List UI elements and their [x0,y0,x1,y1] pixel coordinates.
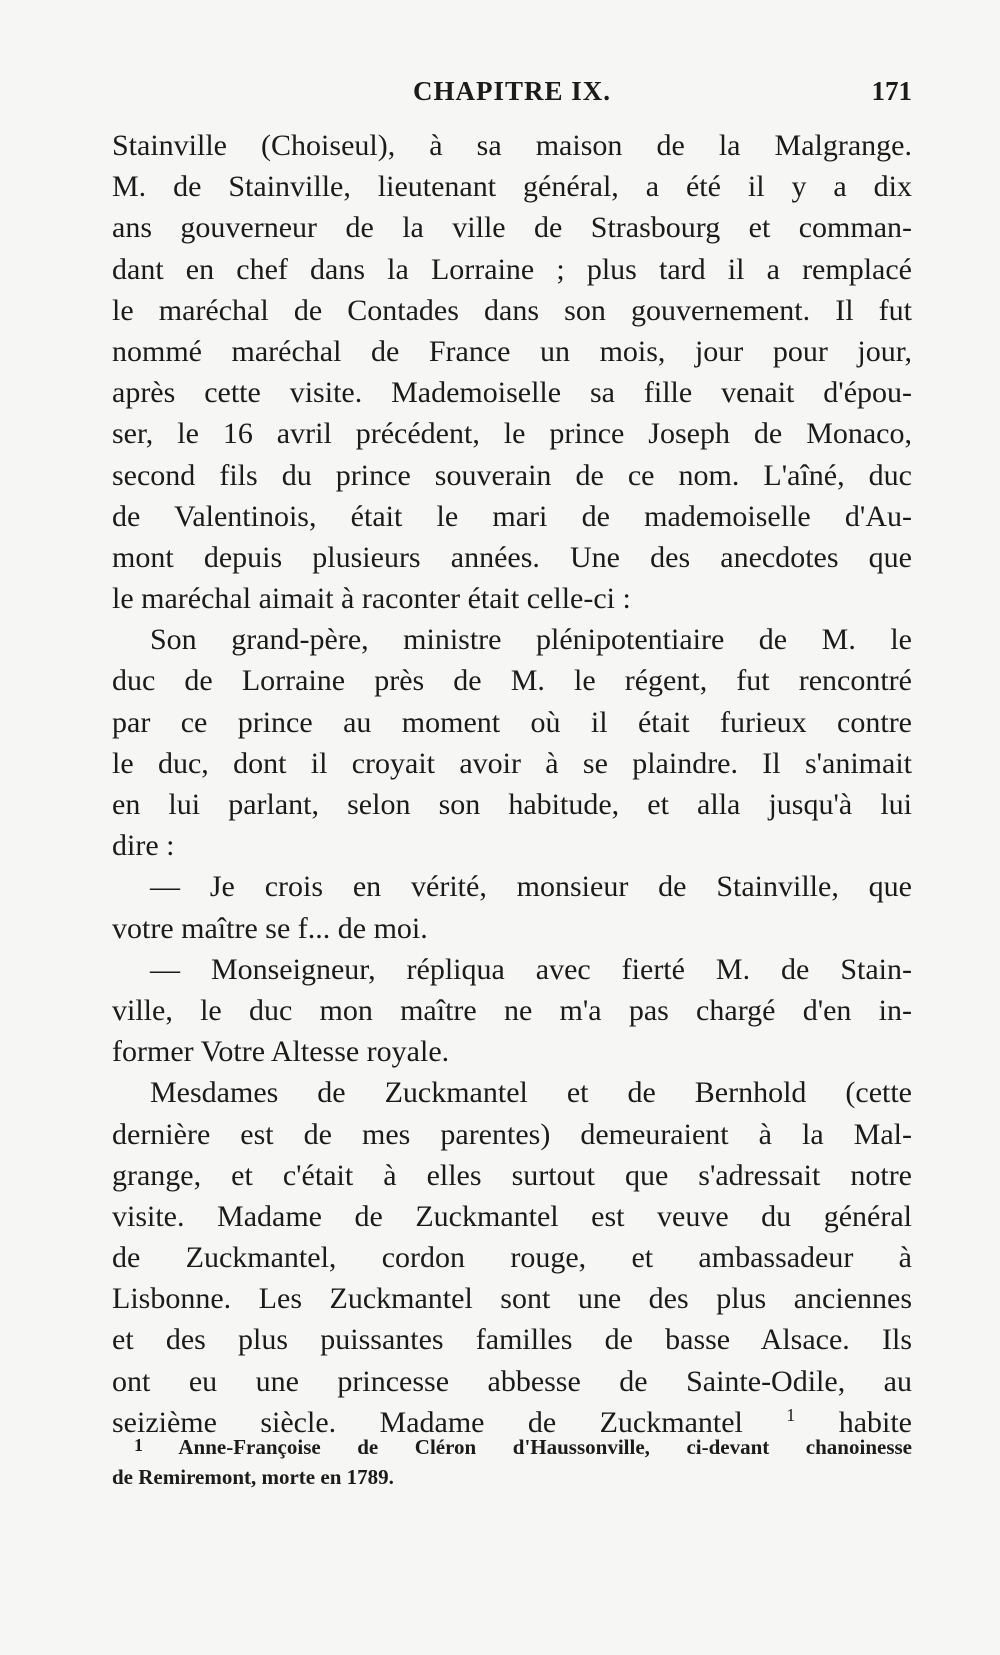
text-line: visite. Madame de Zuckmantel est veuve du général [112,1199,912,1233]
text-line: M. de Stainville, lieutenant général, a été il y a dix [112,170,912,204]
text-line: dernière est de mes parentes) demeuraient à la Mal- [112,1117,912,1151]
text-line: — Je crois en vérité, monsieur de Stainville, que [150,870,912,904]
footnote [112,1432,912,1492]
text-line-start: seizième siècle. Madame de Zuckmantel [112,1405,743,1439]
text-line: Lisbonne. Les Zuckmantel sont une des plus anciennes [112,1282,912,1316]
text-line: dire : [112,829,175,863]
footnote-line: de Remiremont, morte en 1789. [112,1465,394,1489]
running-head [112,76,912,116]
text-line: de Zuckmantel, cordon rouge, et ambassadeur à [112,1241,912,1275]
text-line: après cette visite. Mademoiselle sa fille venait d'épou- [112,376,912,410]
text-line: duc de Lorraine près de M. le régent, fut rencontré [112,664,912,698]
text-line: le duc, dont il croyait avoir à se plaindre. Il s'animait [112,746,912,780]
text-line: et des plus puissantes familles de basse Alsace. Ils [112,1323,912,1357]
text-line: Son grand-père, ministre plénipotentiaire de M. le [150,623,912,657]
text-line: mont depuis plusieurs années. Une des anecdotes que [112,540,912,574]
text-line: ville, le duc mon maître ne m'a pas chargé d'en in- [112,993,912,1027]
page-number: 171 [871,76,912,106]
footnote-text: Anne-Françoise de Cléron d'Haussonville, ci-devant chanoinesse [143,1435,912,1459]
text-line: ser, le 16 avril précédent, le prince Joseph de Monaco, [112,417,912,451]
text-line: le maréchal de Contades dans son gouvernement. Il fut [112,293,912,327]
text-line: le maréchal aimait à raconter était celle-ci : [112,582,631,616]
footnote-reference: 1 [786,1404,796,1425]
text-line: Mesdames de Zuckmantel et de Bernhold (cette [150,1076,912,1110]
text-line: en lui parlant, selon son habitude, et alla jusqu'à lui [112,788,912,821]
footnote-line [112,1432,912,1462]
text-line: ans gouverneur de la ville de Strasbourg et comman- [112,211,912,245]
text-line: second fils du prince souverain de ce nom. L'aîné, duc [112,458,912,492]
chapter-title: CHAPITRE IX. [412,76,612,106]
text-line: dant en chef dans la Lorraine ; plus tard il a remplacé [112,252,912,286]
text-line: former Votre Altesse royale. [112,1035,450,1069]
text-line: Stainville (Choiseul), à sa maison de la Malgrange. [112,129,912,162]
text-line: — Monseigneur, répliqua avec fierté M. de Stain- [150,952,912,986]
body-text [112,125,912,1443]
text-line: votre maître se f... de moi. [112,911,428,945]
text-line-end: habite [795,1405,912,1439]
text-line: grange, et c'était à elles surtout que s'adressait notre [112,1158,912,1192]
footnote-marker: 1 [134,1435,143,1455]
text-line: nommé maréchal de France un mois, jour pour jour, [112,334,912,368]
text-line: par ce prince au moment où il était furieux contre [112,705,912,739]
text-line: ont eu une princesse abbesse de Sainte-Odile, au [112,1364,912,1398]
text-line: de Valentinois, était le mari de mademoiselle d'Au- [112,499,912,533]
